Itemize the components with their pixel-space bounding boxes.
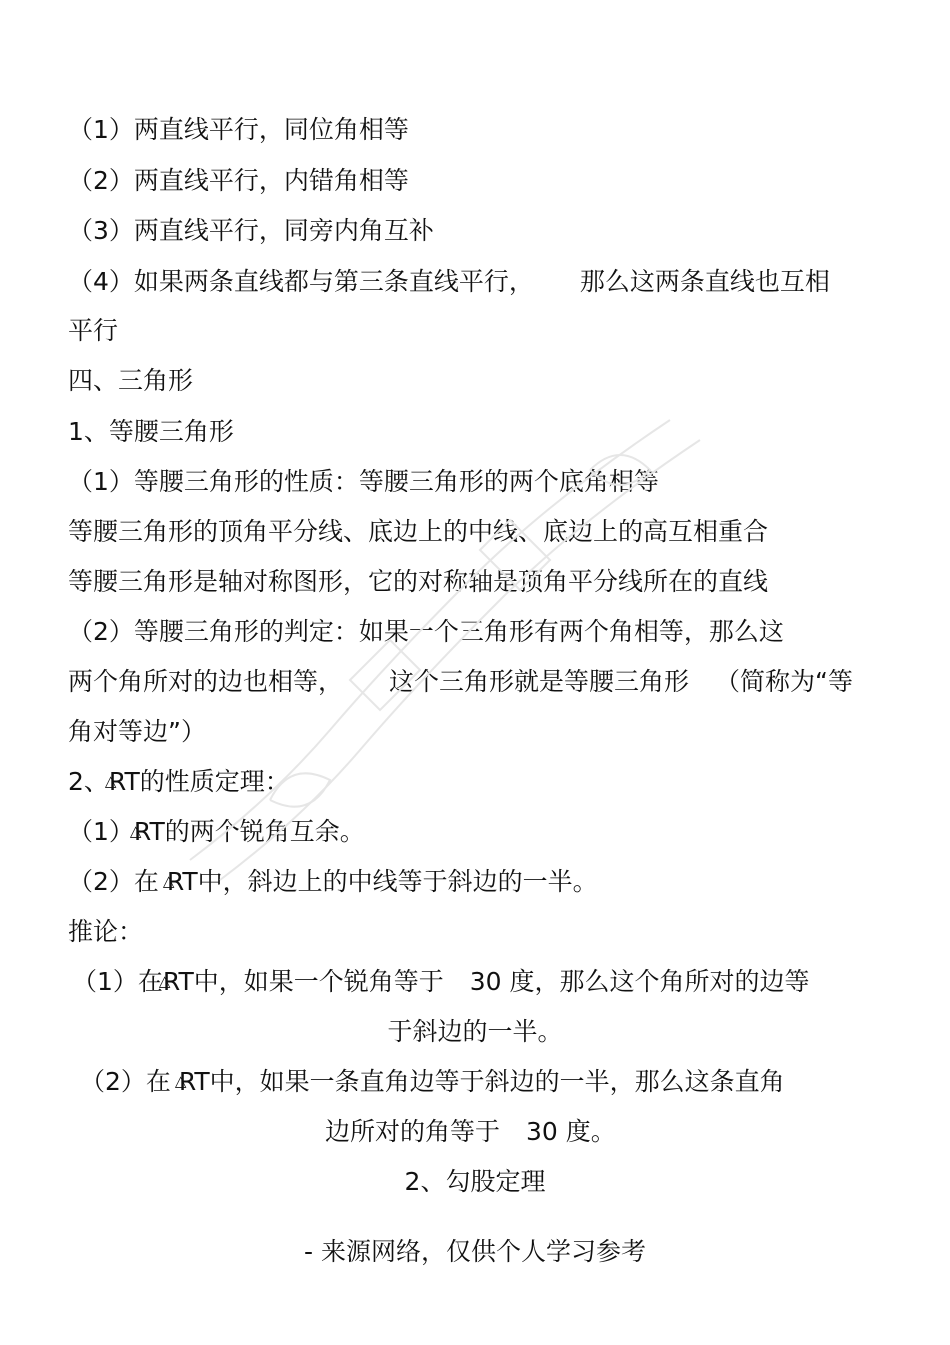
line-text: RT的性质定理：	[108, 767, 290, 796]
line-text: 推论：	[68, 917, 144, 946]
line-text: 那么这两条直线也互相	[579, 267, 830, 296]
text-line	[0, 114, 950, 146]
footer-text: - 来源网络，仅供个人学习参考	[304, 1237, 646, 1266]
line-text: （简称为“等	[715, 667, 853, 696]
text-line	[0, 616, 950, 648]
text-line	[0, 816, 950, 848]
line-text: 等腰三角形的顶角平分线、底边上的中线、底边上的高互相重合	[68, 517, 769, 546]
text-line	[0, 516, 950, 548]
text-line	[0, 666, 950, 698]
text-line	[0, 866, 950, 898]
text-line	[0, 1016, 950, 1048]
line-text: 这个三角形就是等腰三角形	[389, 667, 690, 696]
line-text: 2、勾股定理	[404, 1167, 546, 1196]
line-text: （1）	[68, 817, 134, 846]
subsection-heading	[0, 416, 950, 448]
text-line	[0, 1066, 950, 1098]
text-line	[0, 1116, 950, 1148]
text-line	[0, 215, 950, 247]
line-text: RT中，如果一个锐角等于	[162, 967, 444, 996]
line-text: 边所对的角等于	[325, 1117, 501, 1146]
subsection-heading	[0, 766, 950, 798]
footer	[0, 1236, 950, 1268]
text-line	[0, 315, 950, 347]
line-text: （1）等腰三角形的性质：等腰三角形的两个底角相等	[68, 467, 659, 496]
line-text: 平行	[68, 316, 119, 345]
line-text: 角对等边”）	[68, 717, 206, 746]
text-line	[0, 566, 950, 598]
line-text: 等腰三角形是轴对称图形，它的对称轴是顶角平分线所在的直线	[68, 567, 769, 596]
line-text: （2）在	[80, 1067, 171, 1096]
line-text: 两个角所对的边也相等，	[68, 667, 344, 696]
line-text: RT中，如果一条直角边等于斜边的一半，那么这条直角	[178, 1067, 785, 1096]
text-line	[0, 916, 950, 948]
line-text: （3）两直线平行，同旁内角互补	[68, 216, 434, 245]
line-text: 2、	[68, 767, 109, 796]
line-text: RT的两个锐角互余。	[133, 817, 365, 846]
text-line	[0, 466, 950, 498]
line-text: （2）等腰三角形的判定：如果一个三角形有两个角相等，那么这	[68, 617, 784, 646]
line-text: （4）如果两条直线都与第三条直线平行，	[68, 267, 534, 296]
text-line	[0, 165, 950, 197]
text-line	[0, 966, 950, 998]
line-text: 四、三角形	[68, 366, 194, 395]
line-text: 1、等腰三角形	[68, 417, 234, 446]
text-line	[0, 716, 950, 748]
line-text: RT中，斜边上的中线等于斜边的一半。	[166, 867, 598, 896]
line-text: 30 度，那么这个角所对的边等	[469, 967, 810, 996]
line-text: （1）两直线平行，同位角相等	[68, 115, 409, 144]
line-text: （2）在	[68, 867, 159, 896]
text-line	[0, 266, 950, 298]
subsection-heading	[0, 1166, 950, 1198]
line-text: （1）在	[72, 967, 163, 996]
line-text: 于斜边的一半。	[387, 1017, 563, 1046]
line-text: （2）两直线平行，内错角相等	[68, 166, 409, 195]
section-heading	[0, 365, 950, 397]
line-text: 30 度。	[526, 1117, 616, 1146]
